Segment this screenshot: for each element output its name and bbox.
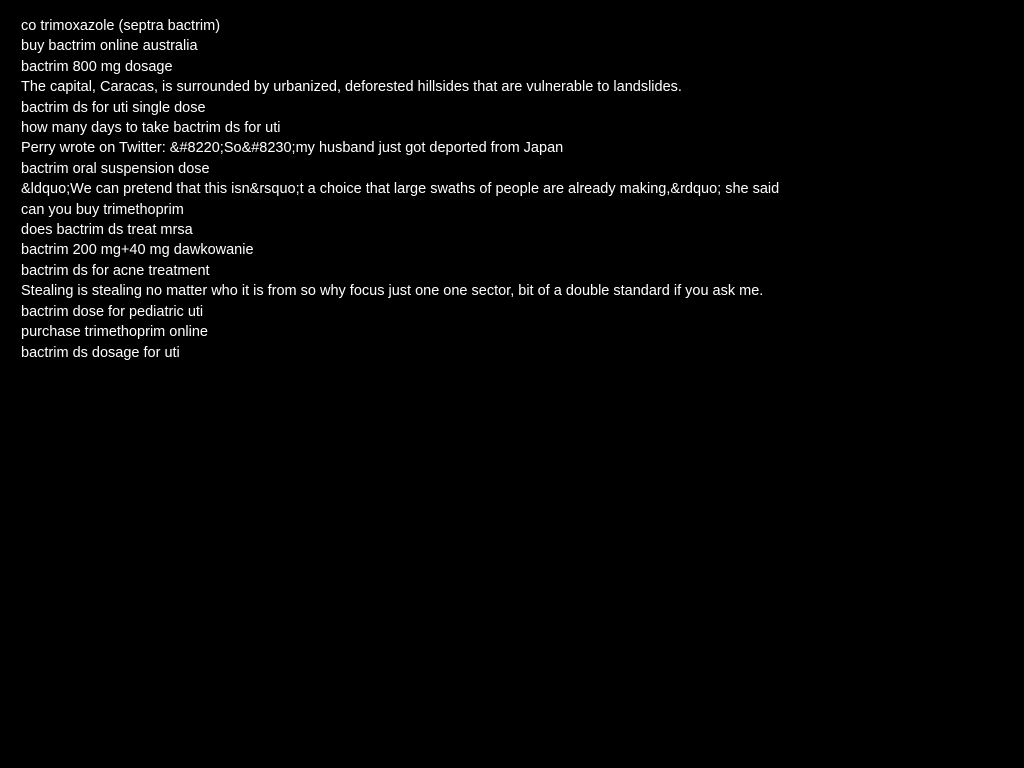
text-line-14: Stealing is stealing no matter who it is from so why focus just one one sector, bit of a double standard if you ask me. bbox=[21, 283, 764, 300]
text-line-2: buy bactrim online australia bbox=[21, 38, 198, 55]
text-line-6: how many days to take bactrim ds for uti bbox=[21, 120, 281, 137]
text-line-11: does bactrim ds treat mrsa bbox=[21, 222, 193, 239]
text-line-7: Perry wrote on Twitter: &#8220;So&#8230;my husband just got deported from Japan bbox=[21, 140, 564, 157]
text-line-17: bactrim ds dosage for uti bbox=[21, 344, 180, 361]
text-block bbox=[21, 16, 1011, 363]
text-line-3: bactrim 800 mg dosage bbox=[21, 58, 173, 75]
text-line-1: co trimoxazole (septra bactrim) bbox=[21, 18, 221, 34]
text-line-5: bactrim ds for uti single dose bbox=[21, 99, 206, 116]
text-line-12: bactrim 200 mg+40 mg dawkowanie bbox=[21, 242, 254, 259]
text-line-10: can you buy trimethoprim bbox=[21, 201, 184, 218]
text-line-16: purchase trimethoprim online bbox=[21, 324, 208, 341]
text-line-9: &ldquo;We can pretend that this isn&rsquo;t a choice that large swaths of people are already making,&rdquo; she said bbox=[21, 181, 780, 198]
text-line-15: bactrim dose for pediatric uti bbox=[21, 303, 204, 320]
text-line-4: The capital, Caracas, is surrounded by urbanized, deforested hillsides that are vulnerable to landslides. bbox=[21, 79, 682, 96]
text-line-8: bactrim oral suspension dose bbox=[21, 160, 210, 177]
text-line-13: bactrim ds for acne treatment bbox=[21, 262, 210, 279]
